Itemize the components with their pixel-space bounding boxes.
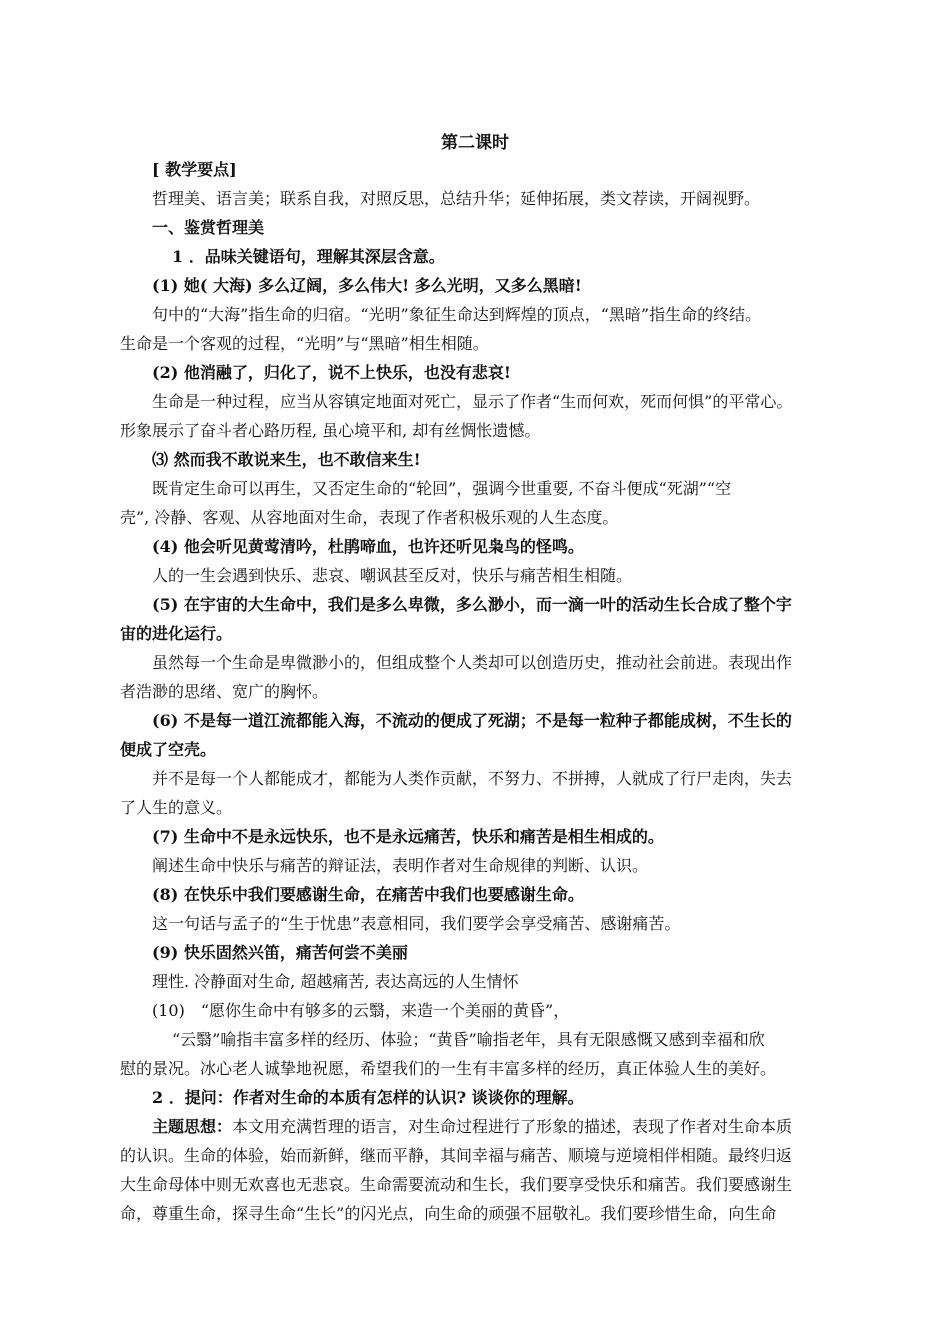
analysis-line: 这一句话与孟子的“生于忧患”表意相同，我们要学会享受痛苦、感谢痛苦。: [152, 914, 681, 933]
analysis-line: 壳”, 冷静、客观、从容地面对生命，表现了作者积极乐观的人生态度。: [120, 508, 619, 527]
analysis-line: 既肯定生命可以再生，又否定生命的“轮回”，强调今世重要, 不奋斗便成“死湖”“空: [152, 479, 732, 498]
analysis-line: 慰的景况。冰心老人诚挚地祝愿，希望我们的一生有丰富多样的经历，真正体验人生的美好。: [120, 1059, 777, 1078]
analysis-line: 人的一生会遇到快乐、悲哀、嘲讽甚至反对，快乐与痛苦相生相随。: [152, 566, 633, 585]
analysis-line: “云翳”喻指丰富多样的经历、体验；“黄昏”喻指老年，具有无限感慨又感到幸福和欣: [172, 1030, 765, 1049]
analysis-line: 并不是每一个人都能成才，都能为人类作贡献，不努力、不拼搏，人就成了行尸走肉，失去: [152, 769, 793, 788]
theme-paragraph-first-line: [152, 1114, 792, 1137]
teaching-points-header: [ 教学要点]: [152, 160, 237, 179]
quote-line: ⑶ 然而我不敢说来生，也不敢信来生!: [152, 450, 421, 469]
theme-text: 本文用充满哲理的语言，对生命过程进行了形象的描述，表现了作者对生命本质: [232, 1117, 793, 1136]
theme-label: 主题思想：: [152, 1117, 233, 1136]
quote-line: (8) 在快乐中我们要感谢生命，在痛苦中我们也要感谢生命。: [152, 885, 584, 904]
analysis-line: 句中的“大海”指生命的归宿。“光明”象征生命达到辉煌的顶点，“黑暗”指生命的终结。: [152, 305, 762, 324]
analysis-line: 者浩渺的思绪、宽广的胸怀。: [120, 682, 329, 701]
section-heading: 一、鉴赏哲理美: [152, 218, 265, 237]
analysis-line: 生命是一种过程，应当从容镇定地面对死亡，显示了作者“生而何欢，死而何惧”的平常心。: [152, 392, 793, 411]
analysis-line: 了人生的意义。: [120, 798, 233, 817]
theme-line: 的认识。生命的体验，始而新鲜，继而平静，其间幸福与痛苦、顺境与逆境相伴相随。最终归返: [120, 1146, 793, 1165]
quote-line: (9) 快乐固然兴笛，痛苦何尝不美丽: [152, 943, 408, 962]
subsection-heading: 2 ．提问：作者对生命的本质有怎样的认识? 谈谈你的理解。: [152, 1088, 584, 1107]
quote-line: (10) “愿你生命中有够多的云翳，来造一个美丽的黄昏”，: [152, 1001, 570, 1020]
quote-line: (4) 他会听见黄莺清吟，杜鹃啼血，也许还听见枭鸟的怪鸣。: [152, 537, 584, 556]
theme-line: 命，尊重生命，探寻生命“生长”的闪光点，向生命的顽强不屈敬礼。我们要珍惜生命，向生命: [120, 1204, 777, 1223]
quote-line: (2) 他消融了，归化了，说不上快乐，也没有悲哀!: [152, 363, 511, 382]
quote-line: 宙的进化运行。: [120, 624, 233, 643]
analysis-line: 虽然每一个生命是卑微渺小的，但组成整个人类却可以创造历史，推动社会前进。表现出作: [152, 653, 793, 672]
page-title: 第二课时: [441, 133, 509, 153]
quote-line: (1) 她( 大海) 多么辽阔，多么伟大! 多么光明，又多么黑暗!: [152, 276, 582, 295]
analysis-line: 阐述生命中快乐与痛苦的辩证法，表明作者对生命规律的判断、认识。: [152, 856, 649, 875]
analysis-line: 理性. 冷静面对生命, 超越痛苦, 表达高远的人生情怀: [152, 972, 519, 991]
analysis-line: 生命是一个客观的过程，“光明”与“黑暗”相生相随。: [120, 334, 489, 353]
theme-line: 大生命母体中则无欢喜也无悲哀。生命需要流动和生长，我们要享受快乐和痛苦。我们要感谢生: [120, 1175, 793, 1194]
teaching-points-text: 哲理美、语言美；联系自我，对照反思，总结升华；延伸拓展，类文荐读，开阔视野。: [152, 189, 761, 208]
quote-line: (5) 在宇宙的大生命中，我们是多么卑微，多么渺小，而一滴一叶的活动生长合成了整个宇: [152, 595, 792, 614]
subsection-heading: 1 ．品味关键语句，理解其深层含意。: [172, 247, 445, 266]
quote-line: 便成了空壳。: [120, 740, 217, 759]
quote-line: (7) 生命中不是永远快乐，也不是永远痛苦，快乐和痛苦是相生相成的。: [152, 827, 664, 846]
analysis-line: 形象展示了奋斗者心路历程, 虽心境平和, 却有丝惆怅遗憾。: [120, 421, 541, 440]
quote-line: (6) 不是每一道江流都能入海，不流动的便成了死湖；不是每一粒种子都能成树，不生长的: [152, 711, 792, 730]
